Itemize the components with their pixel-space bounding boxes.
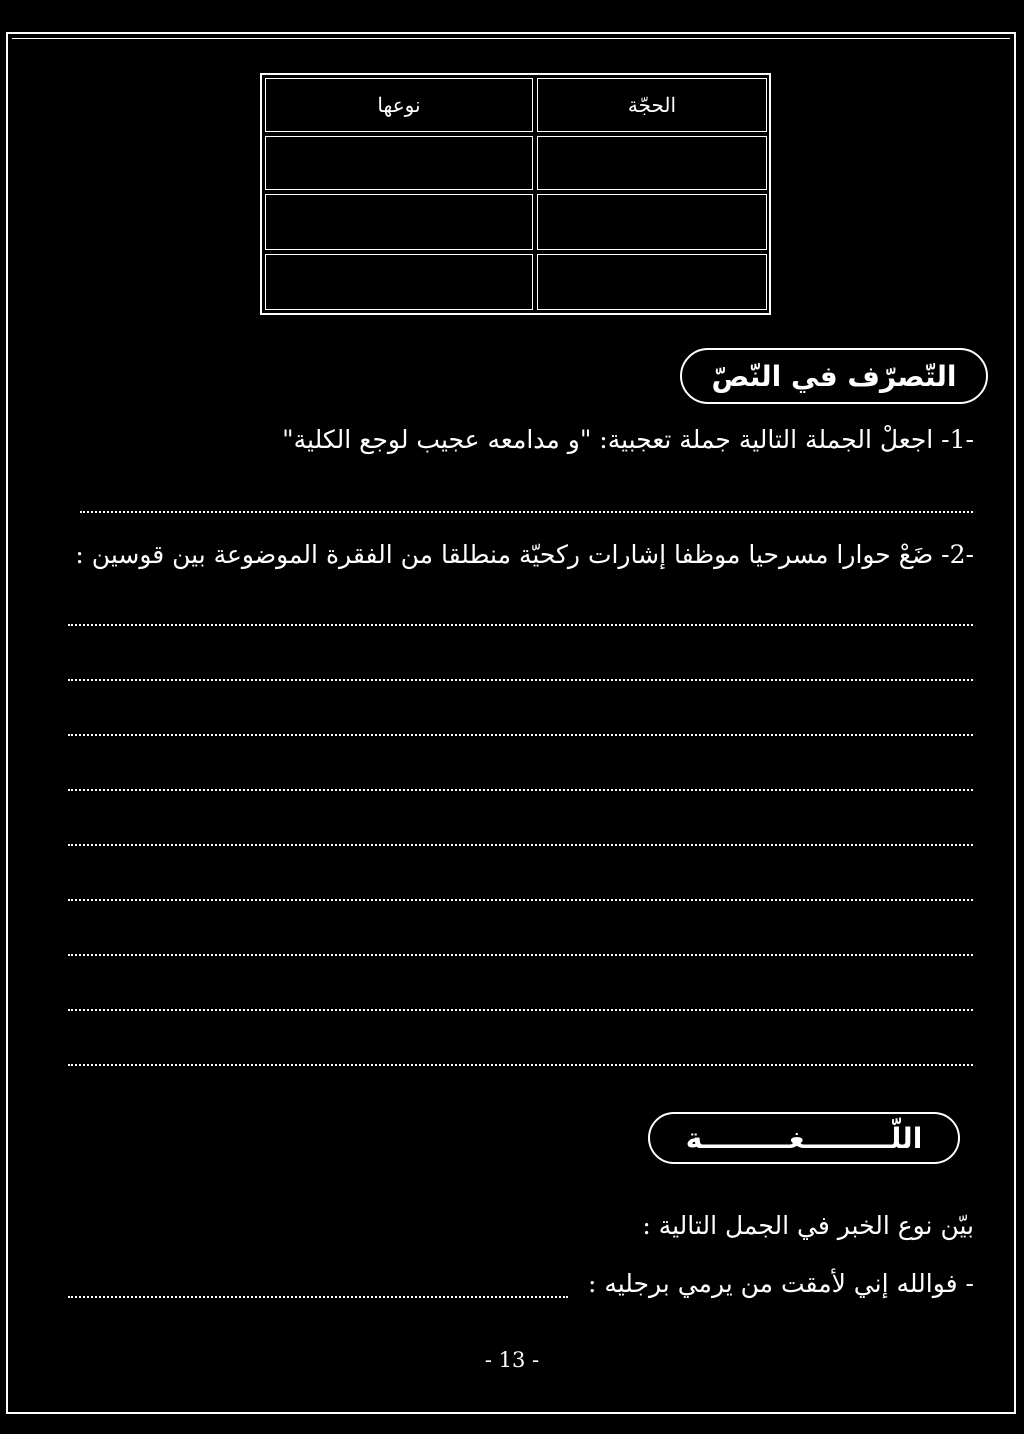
language-section-title: اللّـــــــــغـــــــــة	[648, 1112, 960, 1164]
answer-line	[68, 679, 973, 681]
table-header-argument: الحجّة	[537, 78, 767, 132]
answer-line	[68, 1064, 973, 1066]
table-cell	[265, 136, 533, 190]
arguments-table	[260, 73, 771, 315]
answer-line	[68, 734, 973, 736]
page-number: - 13 -	[484, 1348, 540, 1372]
answer-line	[68, 1009, 973, 1011]
answer-line	[68, 844, 973, 846]
language-instruction: بيّن نوع الخبر في الجمل التالية :	[642, 1211, 974, 1240]
table-header-type: نوعها	[265, 78, 533, 132]
answer-line	[80, 511, 973, 513]
answer-line	[68, 1296, 568, 1298]
table-cell	[537, 136, 767, 190]
table-cell	[265, 194, 533, 250]
language-sentence: - فوالله إني لأمقت من يرمي برجليه :	[587, 1269, 974, 1298]
analysis-section-title: التّصرّف في النّصّ	[680, 348, 988, 404]
table-cell	[537, 254, 767, 310]
answer-line	[68, 954, 973, 956]
question-2: -2- ضَعْ حوارا مسرحيا موظفا إشارات ركحيّة منطلقا من الفقرة الموضوعة بين قوسين :	[75, 540, 974, 569]
table-cell	[537, 194, 767, 250]
question-1: -1- اجعلْ الجملة التالية جملة تعجبية: "و مدامعه عجيب لوجع الكلية"	[282, 425, 974, 454]
answer-line	[68, 789, 973, 791]
page-bottom-rule	[6, 1412, 1016, 1414]
page-border-inner	[12, 38, 1010, 41]
answer-line	[68, 899, 973, 901]
table-cell	[265, 254, 533, 310]
answer-line	[68, 624, 973, 626]
